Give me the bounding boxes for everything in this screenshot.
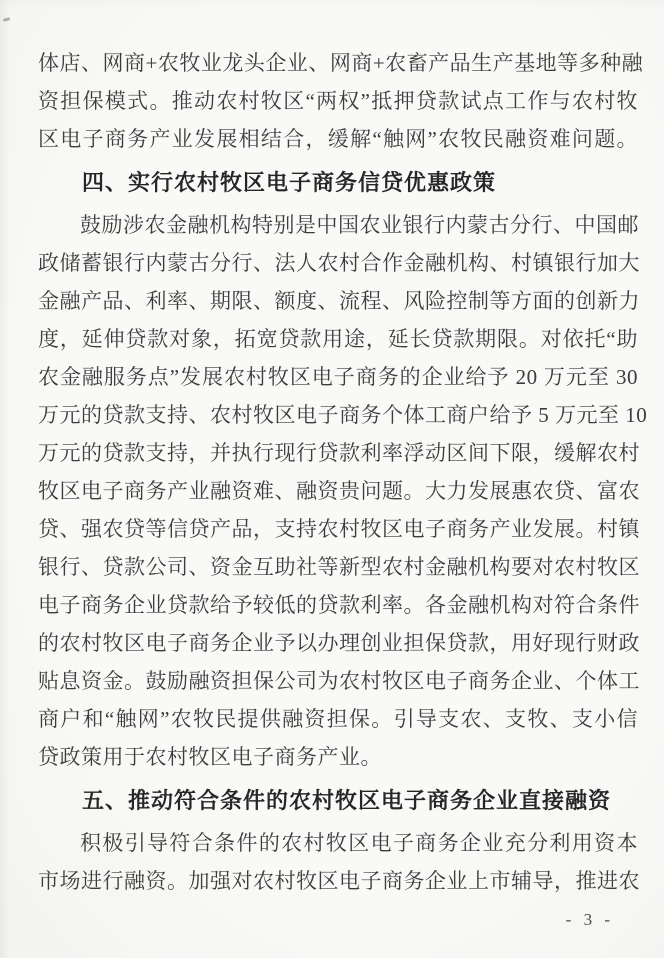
document-text-block xyxy=(38,44,648,900)
section-heading-5: 五、推动符合条件的农村牧区电子商务企业直接融资 xyxy=(82,788,612,813)
body-line: 万元的贷款支持，并执行现行贷款利率浮动区间下限，缓解农村 xyxy=(38,441,640,465)
body-line: 万元的贷款支持、农村牧区电子商务个体工商户给予 5 万元至 10 xyxy=(38,403,648,427)
body-line: 的农村牧区电子商务企业予以办理创业担保贷款，用好现行财政 xyxy=(38,631,640,655)
body-line: 体店、网商+农牧业龙头企业、网商+农畜产品生产基地等多种融 xyxy=(38,51,644,75)
body-line: 鼓励涉农金融机构特别是中国农业银行内蒙古分行、中国邮 xyxy=(80,213,639,237)
body-line: 电子商务企业贷款给予较低的贷款利率。各金融机构对符合条件 xyxy=(38,593,640,617)
body-line: 区电子商务产业发展相结合，缓解“触网”农牧民融资难问题。 xyxy=(38,127,638,151)
scan-artifact-speck xyxy=(3,17,11,22)
body-line: 金融产品、利率、期限、额度、流程、风险控制等方面的创新力 xyxy=(38,289,640,313)
page-number: - 3 - xyxy=(565,910,614,929)
body-line: 贷、强农贷等信贷产品，支持农村牧区电子商务产业发展。村镇 xyxy=(38,517,640,541)
body-line: 市场进行融资。加强对农村牧区电子商务企业上市辅导，推进农 xyxy=(38,869,640,893)
body-line: 贷政策用于农村牧区电子商务产业。 xyxy=(38,745,382,769)
body-line: 牧区电子商务产业融资难、融资贵问题。大力发展惠农贷、富农 xyxy=(38,479,640,503)
body-line: 积极引导符合条件的农村牧区电子商务企业充分利用资本 xyxy=(80,831,638,855)
body-line: 银行、贷款公司、资金互助社等新型农村金融机构要对农村牧区 xyxy=(38,555,640,579)
body-line: 政储蓄银行内蒙古分行、法人农村合作金融机构、村镇银行加大 xyxy=(38,251,640,275)
body-line: 商户和“触网”农牧民提供融资担保。引导支农、支牧、支小信 xyxy=(38,707,638,731)
section-heading-4: 四、实行农村牧区电子商务信贷优惠政策 xyxy=(82,170,497,195)
body-line: 资担保模式。推动农村牧区“两权”抵押贷款试点工作与农村牧 xyxy=(38,89,638,113)
body-line: 度，延伸贷款对象，拓宽贷款用途，延长贷款期限。对依托“助 xyxy=(38,327,638,351)
body-line: 贴息资金。鼓励融资担保公司为农村牧区电子商务企业、个体工 xyxy=(38,669,640,693)
body-line: 农金融服务点”发展农村牧区电子商务的企业给予 20 万元至 30 xyxy=(38,365,638,389)
